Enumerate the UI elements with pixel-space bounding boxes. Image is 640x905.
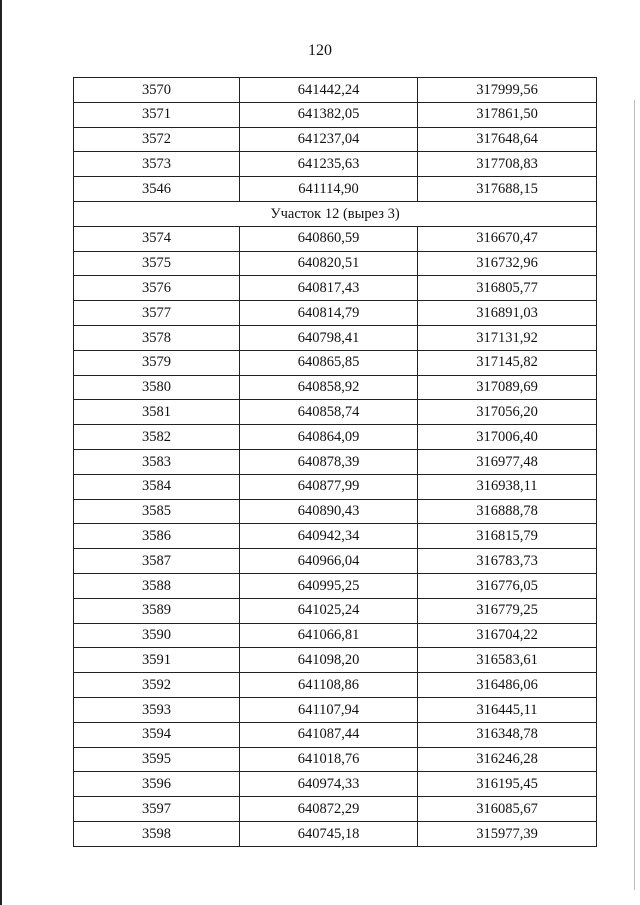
- point-number-cell: 3546: [74, 177, 240, 202]
- point-number-cell: 3572: [74, 127, 240, 152]
- point-number-cell: 3570: [74, 78, 240, 103]
- x-coordinate-cell: 640872,29: [240, 797, 418, 822]
- table-row: [74, 623, 597, 648]
- table-row: [74, 648, 597, 673]
- table-row: [74, 400, 597, 425]
- table-row: [74, 251, 597, 276]
- x-coordinate-cell: 640745,18: [240, 821, 418, 846]
- point-number-cell: 3576: [74, 276, 240, 301]
- table-row: [74, 573, 597, 598]
- x-coordinate-cell: 640860,59: [240, 226, 418, 251]
- y-coordinate-cell: 316732,96: [418, 251, 597, 276]
- x-coordinate-cell: 641098,20: [240, 648, 418, 673]
- table-row: [74, 177, 597, 202]
- table-row: [74, 276, 597, 301]
- y-coordinate-cell: 316888,78: [418, 499, 597, 524]
- point-number-cell: 3593: [74, 697, 240, 722]
- x-coordinate-cell: 640864,09: [240, 425, 418, 450]
- point-number-cell: 3580: [74, 375, 240, 400]
- y-coordinate-cell: 315977,39: [418, 821, 597, 846]
- table-row: [74, 301, 597, 326]
- x-coordinate-cell: 640974,33: [240, 772, 418, 797]
- x-coordinate-cell: 641066,81: [240, 623, 418, 648]
- x-coordinate-cell: 640877,99: [240, 474, 418, 499]
- x-coordinate-cell: 640942,34: [240, 524, 418, 549]
- y-coordinate-cell: 316195,45: [418, 772, 597, 797]
- point-number-cell: 3571: [74, 102, 240, 127]
- y-coordinate-cell: 316246,28: [418, 747, 597, 772]
- scan-left-edge: [0, 0, 2, 905]
- x-coordinate-cell: 640858,74: [240, 400, 418, 425]
- point-number-cell: 3588: [74, 573, 240, 598]
- x-coordinate-cell: 640966,04: [240, 549, 418, 574]
- table-row: [74, 549, 597, 574]
- point-number-cell: 3573: [74, 152, 240, 177]
- y-coordinate-cell: 317056,20: [418, 400, 597, 425]
- y-coordinate-cell: 316805,77: [418, 276, 597, 301]
- table-row: [74, 425, 597, 450]
- point-number-cell: 3585: [74, 499, 240, 524]
- table-row: [74, 673, 597, 698]
- table-row: [74, 449, 597, 474]
- point-number-cell: 3582: [74, 425, 240, 450]
- x-coordinate-cell: 641107,94: [240, 697, 418, 722]
- x-coordinate-cell: 641442,24: [240, 78, 418, 103]
- x-coordinate-cell: 640865,85: [240, 350, 418, 375]
- point-number-cell: 3574: [74, 226, 240, 251]
- point-number-cell: 3596: [74, 772, 240, 797]
- y-coordinate-cell: 316348,78: [418, 722, 597, 747]
- point-number-cell: 3591: [74, 648, 240, 673]
- point-number-cell: 3587: [74, 549, 240, 574]
- point-number-cell: 3598: [74, 821, 240, 846]
- point-number-cell: 3592: [74, 673, 240, 698]
- table-section: [74, 201, 597, 226]
- table-row: [74, 127, 597, 152]
- y-coordinate-cell: 317131,92: [418, 325, 597, 350]
- x-coordinate-cell: 641114,90: [240, 177, 418, 202]
- table-row: [74, 821, 597, 846]
- x-coordinate-cell: 640814,79: [240, 301, 418, 326]
- table-row: [74, 697, 597, 722]
- y-coordinate-cell: 317089,69: [418, 375, 597, 400]
- y-coordinate-cell: 317145,82: [418, 350, 597, 375]
- point-number-cell: 3584: [74, 474, 240, 499]
- y-coordinate-cell: 316779,25: [418, 598, 597, 623]
- table-row: [74, 226, 597, 251]
- y-coordinate-cell: 317999,56: [418, 78, 597, 103]
- x-coordinate-cell: 640890,43: [240, 499, 418, 524]
- table-row: [74, 78, 597, 103]
- x-coordinate-cell: 641025,24: [240, 598, 418, 623]
- point-number-cell: 3589: [74, 598, 240, 623]
- x-coordinate-cell: 641237,04: [240, 127, 418, 152]
- table-row: [74, 598, 597, 623]
- x-coordinate-cell: 640798,41: [240, 325, 418, 350]
- section-header-row: [74, 201, 597, 226]
- table-row: [74, 375, 597, 400]
- x-coordinate-cell: 641108,86: [240, 673, 418, 698]
- y-coordinate-cell: 316977,48: [418, 449, 597, 474]
- x-coordinate-cell: 641235,63: [240, 152, 418, 177]
- scan-right-edge: [634, 100, 635, 890]
- y-coordinate-cell: 316776,05: [418, 573, 597, 598]
- point-number-cell: 3579: [74, 350, 240, 375]
- table-row: [74, 474, 597, 499]
- y-coordinate-cell: 316704,22: [418, 623, 597, 648]
- y-coordinate-cell: 316486,06: [418, 673, 597, 698]
- x-coordinate-cell: 640858,92: [240, 375, 418, 400]
- table-row: [74, 747, 597, 772]
- table-row: [74, 102, 597, 127]
- y-coordinate-cell: 316815,79: [418, 524, 597, 549]
- table-row: [74, 325, 597, 350]
- table-body-after-section: [74, 226, 597, 846]
- y-coordinate-cell: 316670,47: [418, 226, 597, 251]
- y-coordinate-cell: 317861,50: [418, 102, 597, 127]
- point-number-cell: 3594: [74, 722, 240, 747]
- x-coordinate-cell: 641382,05: [240, 102, 418, 127]
- section-title: Участок 12 (вырез 3): [74, 201, 597, 226]
- table-row: [74, 152, 597, 177]
- y-coordinate-cell: 316891,03: [418, 301, 597, 326]
- x-coordinate-cell: 640878,39: [240, 449, 418, 474]
- y-coordinate-cell: 316583,61: [418, 648, 597, 673]
- y-coordinate-cell: 317006,40: [418, 425, 597, 450]
- table-row: [74, 797, 597, 822]
- y-coordinate-cell: 316085,67: [418, 797, 597, 822]
- table-row: [74, 350, 597, 375]
- x-coordinate-cell: 640820,51: [240, 251, 418, 276]
- table-row: [74, 722, 597, 747]
- x-coordinate-cell: 641018,76: [240, 747, 418, 772]
- y-coordinate-cell: 317648,64: [418, 127, 597, 152]
- table-body-before-section: [74, 78, 597, 202]
- table-row: [74, 499, 597, 524]
- x-coordinate-cell: 640817,43: [240, 276, 418, 301]
- point-number-cell: 3583: [74, 449, 240, 474]
- point-number-cell: 3595: [74, 747, 240, 772]
- point-number-cell: 3581: [74, 400, 240, 425]
- point-number-cell: 3577: [74, 301, 240, 326]
- y-coordinate-cell: 317708,83: [418, 152, 597, 177]
- point-number-cell: 3586: [74, 524, 240, 549]
- y-coordinate-cell: 316783,73: [418, 549, 597, 574]
- page-number: 120: [308, 42, 332, 59]
- x-coordinate-cell: 641087,44: [240, 722, 418, 747]
- coordinates-table: [73, 77, 597, 847]
- point-number-cell: 3590: [74, 623, 240, 648]
- point-number-cell: 3575: [74, 251, 240, 276]
- point-number-cell: 3578: [74, 325, 240, 350]
- table-row: [74, 772, 597, 797]
- y-coordinate-cell: 317688,15: [418, 177, 597, 202]
- point-number-cell: 3597: [74, 797, 240, 822]
- y-coordinate-cell: 316938,11: [418, 474, 597, 499]
- y-coordinate-cell: 316445,11: [418, 697, 597, 722]
- table-row: [74, 524, 597, 549]
- x-coordinate-cell: 640995,25: [240, 573, 418, 598]
